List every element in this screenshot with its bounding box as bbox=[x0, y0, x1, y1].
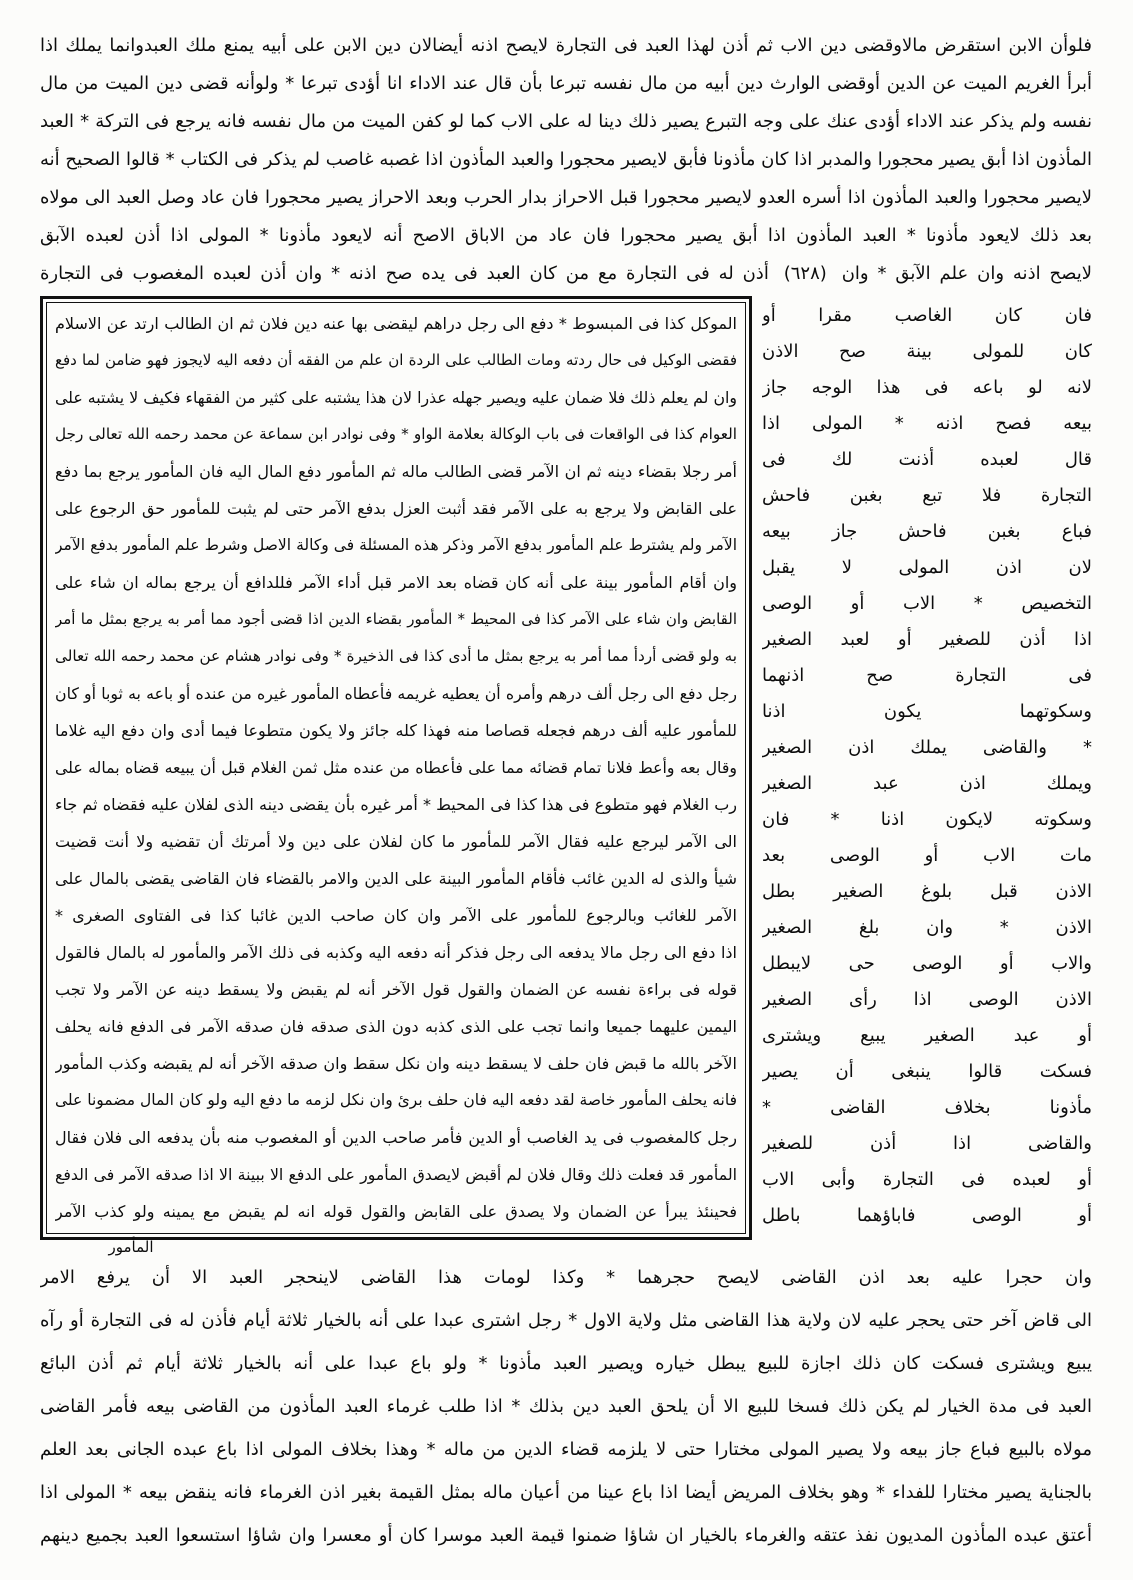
margin-text-line: ويملك اذن عبد الصغير bbox=[762, 773, 1092, 794]
main-text-line: العبد فى مدة الخيار لم يكن ذلك فسخا للبيع الا أن يلحق العبد دين بذلك * اذا طلب غرماء العبد المأذون من القاضى بيعه فأمر القاضى bbox=[40, 1396, 1092, 1417]
commentary-line: به ولو قضى أردأ مما أمر به يرجع بمثل ما أدى كذا فى الذخيرة * وفى نوادر هشام عن محمد رحمه الله تعالى bbox=[55, 647, 737, 665]
commentary-line: الآمر ولم يشترط علم المأمور بدفع الآمر وذكر هذه المسئلة فى وكالة الاصل وشرط علم المأمور بدفع الآمر bbox=[55, 536, 737, 554]
commentary-line: اليمين عليهما جميعا وانما تجب على الذى كذبه دون الذى صدقه فان صدقه الآمر فى الدفع فانه يحلف bbox=[55, 1017, 737, 1036]
margin-text-line: الاذن الوصى اذا رأى الصغير bbox=[762, 989, 1092, 1010]
margin-text-line: أو لعبده فى التجارة وأبى الاب bbox=[762, 1169, 1092, 1190]
commentary-line: أمر رجلا بقضاء دينه ثم ان الآمر قضى الطالب ماله ثم المأمور دفع المال اليه فان المأمور يرجع بما دفع bbox=[55, 462, 737, 481]
margin-text-line: اذا أذن للصغير أو لعبد الصغير bbox=[762, 629, 1092, 650]
margin-text-line: الاذن قبل بلوغ الصغير بطل bbox=[762, 881, 1092, 902]
commentary-line: فانه يحلف المأمور خاصة لقد دفعه اليه فان حلف برئ وان نكل لزمه ما دفع اليه ولو كان المال مضمونا على bbox=[55, 1091, 737, 1109]
margin-text-line: أو الوصى فاباؤهما باطل bbox=[762, 1205, 1092, 1226]
main-text-line: يبيع ويشترى فسكت كان ذلك اجازة للبيع يبطل خياره ويصير العبد مأذونا * ولو باع عبدا على أنه بالخيار ثلاثة أيام ثم أذن البائع bbox=[40, 1353, 1092, 1374]
main-text-bottom bbox=[40, 1256, 1092, 1557]
main-text-line: أبرأ الغريم الميت عن الدين أوقضى الوارث دين أبيه من مال نفسه تبرعا بأن قال عند الاداء انا أؤدى تبرعا * ولوأنه قضى دين الميت من مال bbox=[40, 73, 1092, 94]
commentary-line: قوله فى براءة نفسه عن الضمان والقول قول الآخر أنه لم يقبض ولا يسقط دينه عن الآمر ولا تجب bbox=[55, 980, 737, 999]
margin-text-line: فى التجارة صح اذنهما bbox=[762, 665, 1092, 686]
commentary-line: العوام كذا فى الواقعات فى باب الوكالة بعلامة الواو * وفى نوادر ابن سماعة عن محمد رحمه الله تعالى رجل bbox=[55, 425, 737, 443]
main-text-line: الى قاض آخر حتى يحجر عليه لان ولاية هذا القاضى مثل ولاية الاول * رجل اشترى عبدا على أنه بالخيار ثلاثة أيام فأذن له فى التجارة أو رآه bbox=[40, 1310, 1092, 1331]
margin-text-line: وسكوته لايكون اذنا * فان bbox=[762, 809, 1092, 830]
main-text-line: فلوأن الابن استقرض مالاوقضى دين الاب ثم أذن لهذا العبد فى التجارة لايصح اذنه أيضالان دين الابن على أبيه يمنع ملك العبدوانما يملك اذا bbox=[40, 35, 1092, 56]
margin-text-line: الاذن * وان بلغ الصغير bbox=[762, 917, 1092, 938]
commentary-line: رب الغلام فهو متطوع فى هذا كذا فى المحيط * أمر غيره بأن يقضى دينه الذى لفلان عليه فقضاه ثم جاء bbox=[55, 795, 737, 814]
page-number: (٦٢٨) bbox=[783, 263, 827, 284]
commentary-line: فقضى الوكيل فى حال ردته ومات الطالب على الردة ان علم من الفقه أن دفعه اليه لايجوز فهو ضامن لما دفع bbox=[55, 351, 737, 369]
main-text-line: لايصير محجورا والعبد المأذون اذا أسره العدو لايصير محجورا قبل الاحراز بدار الحرب وبعد الاحراز يصير محجورا فان عاد وصل العبد الى مولاه bbox=[40, 187, 1092, 208]
margin-text-line: مات الاب أو الوصى بعد bbox=[762, 845, 1092, 866]
main-text-line: مولاه بالبيع فباع جاز بيعه ولا يصير المولى مختارا حتى لا يلزمه قضاء الدين من ماله * وهذا بخلاف المولى اذا باع عبده الجانى بعد العلم bbox=[40, 1439, 1092, 1460]
margin-text-line: فباع بغبن فاحش جاز بيعه bbox=[762, 521, 1092, 542]
main-text-top bbox=[40, 27, 1092, 293]
margin-text-line: مأذونا بخلاف القاضى * bbox=[762, 1097, 1092, 1118]
commentary-line: رجل دفع الى رجل ألف درهم وأمره أن يعطيه غريمه فأعطاه المأمور غيره من عنده أو باعه به ثوبا أو كان bbox=[55, 684, 737, 703]
catchword: المأمور bbox=[108, 1238, 154, 1256]
commentary-box bbox=[40, 296, 752, 1240]
main-text-segment: أذن له فى التجارة مع من كان العبد فى يده صح اذنه * وان أذن لعبده المغصوب فى التجارة bbox=[40, 263, 769, 284]
commentary-line: وان أقام المأمور بينة على أنه كان قضاه بعد الامر قبل أداء الآمر فللدافع أن يرجع بماله ان شاء على bbox=[55, 573, 737, 592]
main-text-line-with-page-number bbox=[40, 255, 1092, 293]
commentary-line: وقال بعه وأعط فلانا تمام قضائه مما على فأعطاه من عنده مثل ثمن الغلام قبل أن يبيعه قضاه بماله على bbox=[55, 758, 737, 777]
commentary-line: الآخر بالله ما قبض فان حلف لا يسقط دينه وان نكل سقط وان صدقه الآخر أنه لم يقبضه وكذب المأمور bbox=[55, 1054, 737, 1073]
margin-text-line: وسكوتهما يكون اذنا bbox=[762, 701, 1092, 722]
main-text-segment: لايصح اذنه وان علم الآبق * وان bbox=[841, 263, 1092, 284]
main-text-line: المأذون اذا أبق يصير محجورا والمدبر اذا كان مأذونا فأبق لايصير محجورا والعبد المأذون اذا غصبه غاصب لم يذكر فى الكتاب * قالوا الصحيح أنه bbox=[40, 149, 1092, 170]
commentary-line: على القابض ولا يرجع به على الآمر فقد أثبت العزل بدفع الآمر حتى لم يثبت للمأمور حق الرجوع على bbox=[55, 499, 737, 518]
margin-text-line: فسكت قالوا ينبغى أن يصير bbox=[762, 1061, 1092, 1082]
margin-text-line: فان كان الغاصب مقرا أو bbox=[762, 305, 1092, 326]
margin-text-line: لان اذن المولى لا يقبل bbox=[762, 557, 1092, 578]
margin-text-line: أو عبد الصغير يبيع ويشترى bbox=[762, 1025, 1092, 1046]
commentary-line: القابض وان شاء على الآمر كذا فى المحيط * المأمور بقضاء الدين اذا قضى أجود مما أمر به يرجع بمثل ما أمر bbox=[55, 610, 737, 628]
margin-column bbox=[762, 298, 1092, 1234]
commentary-line: فحينئذ يبرأ عن الضمان ولا يصدق على القابض والقول قوله انه لم يقبض مع يمينه ولو كذب الآمر bbox=[55, 1202, 737, 1221]
margin-text-line: التخصيص * الاب أو الوصى bbox=[762, 593, 1092, 614]
margin-text-line: كان للمولى بينة صح الاذن bbox=[762, 341, 1092, 362]
commentary-text bbox=[46, 302, 746, 1234]
margin-text-line: * والقاضى يملك اذن الصغير bbox=[762, 737, 1092, 758]
commentary-line: رجل كالمغصوب فى يد الغاصب أو الدين فأمر صاحب الدين أو المغصوب منه بأن يدفعه الى فلان فقال bbox=[55, 1128, 737, 1147]
commentary-line: اذا دفع الى رجل مالا يدفعه الى رجل فذكر أنه دفعه اليه وكذبه فى ذلك الآمر والمأمور له بالمال فالقول bbox=[55, 943, 737, 962]
margin-text-line: بيعه فصح اذنه * المولى اذا bbox=[762, 413, 1092, 434]
commentary-line: شيأ والذى له الدين غائب فأقام المأمور البينة على الدين والامر بالقضاء فان القاضى يقضى بالمال على bbox=[55, 869, 737, 888]
main-text-line: بعد ذلك لايعود مأذونا * العبد المأذون اذا أبق يصير محجورا فان عاد من الاباق الاصح أنه لايعود مأذونا * المولى اذا أذن لعبده الآبق bbox=[40, 225, 1092, 246]
margin-text-line: قال لعبده أذنت لك فى bbox=[762, 449, 1092, 470]
commentary-line: الآمر للغائب وبالرجوع للمأمور على الآمر وان كان صاحب الدين غائبا كذا فى الفتاوى الصغرى * bbox=[55, 906, 737, 925]
main-text-line: بالجناية يصير مختارا للفداء * وهو بخلاف المريض أيضا اذا باع عينا من أعيان ماله بمثل القيمة بغير اذن الغرماء فانه ينقض بيعه * المولى اذا bbox=[40, 1482, 1092, 1503]
commentary-line: الموكل كذا فى المبسوط * دفع الى رجل دراهم ليقضى بها عنه دين فلان ثم ان الطالب ارتد عن الاسلام bbox=[55, 314, 737, 333]
margin-text-line: والقاضى اذا أذن للصغير bbox=[762, 1133, 1092, 1154]
commentary-line: للمأمور عليه ألف درهم فجعله قصاصا منه فهذا كله جائز ولا يكون متطوعا فيما أدى وان دفع اليه غلاما bbox=[55, 721, 737, 740]
commentary-line: وان لم يعلم ذلك فلا ضمان عليه ويصير جهله عذرا لان هذا يشتبه على كثير من الفقهاء فكيف لا يشتبه على bbox=[55, 388, 737, 407]
main-text-line: وان حجرا عليه بعد اذن القاضى لايصح حجرهما * وكذا لومات هذا القاضى لاينحجر العبد الا أن يرفع الامر bbox=[40, 1267, 1092, 1288]
main-text-line: نفسه ولم يذكر عند الاداء أؤدى عنك على وجه التبرع يصير ذلك دينا له على الاب كما لو كفن الميت من مال نفسه فانه يرجع فى التركة * العبد bbox=[40, 111, 1092, 132]
margin-text-line: والاب أو الوصى حى لايبطل bbox=[762, 953, 1092, 974]
main-text-top-lines bbox=[40, 27, 1092, 255]
margin-text-line: لانه لو باعه فى هذا الوجه جاز bbox=[762, 377, 1092, 398]
margin-text-line: التجارة فلا تبع بغبن فاحش bbox=[762, 485, 1092, 506]
commentary-line: المأمور قد فعلت ذلك وقال فلان لم أقبض لايصدق المأمور على الدفع الا ببينة الا اذا صدقه الآمر فى الدفع bbox=[55, 1165, 737, 1184]
commentary-line: الى الآمر ليرجع عليه فقال الآمر للمأمور ما كان لفلان على دين ولا أمرتك أن تقضيه ولا أنت قضيت bbox=[55, 832, 737, 851]
main-text-line: أعتق عبده المأذون المديون نفذ عتقه والغرماء بالخيار ان شاؤا ضمنوا قيمة العبد موسرا كان أو معسرا وان شاؤا استسعوا العبد بجميع دينهم bbox=[40, 1525, 1092, 1546]
